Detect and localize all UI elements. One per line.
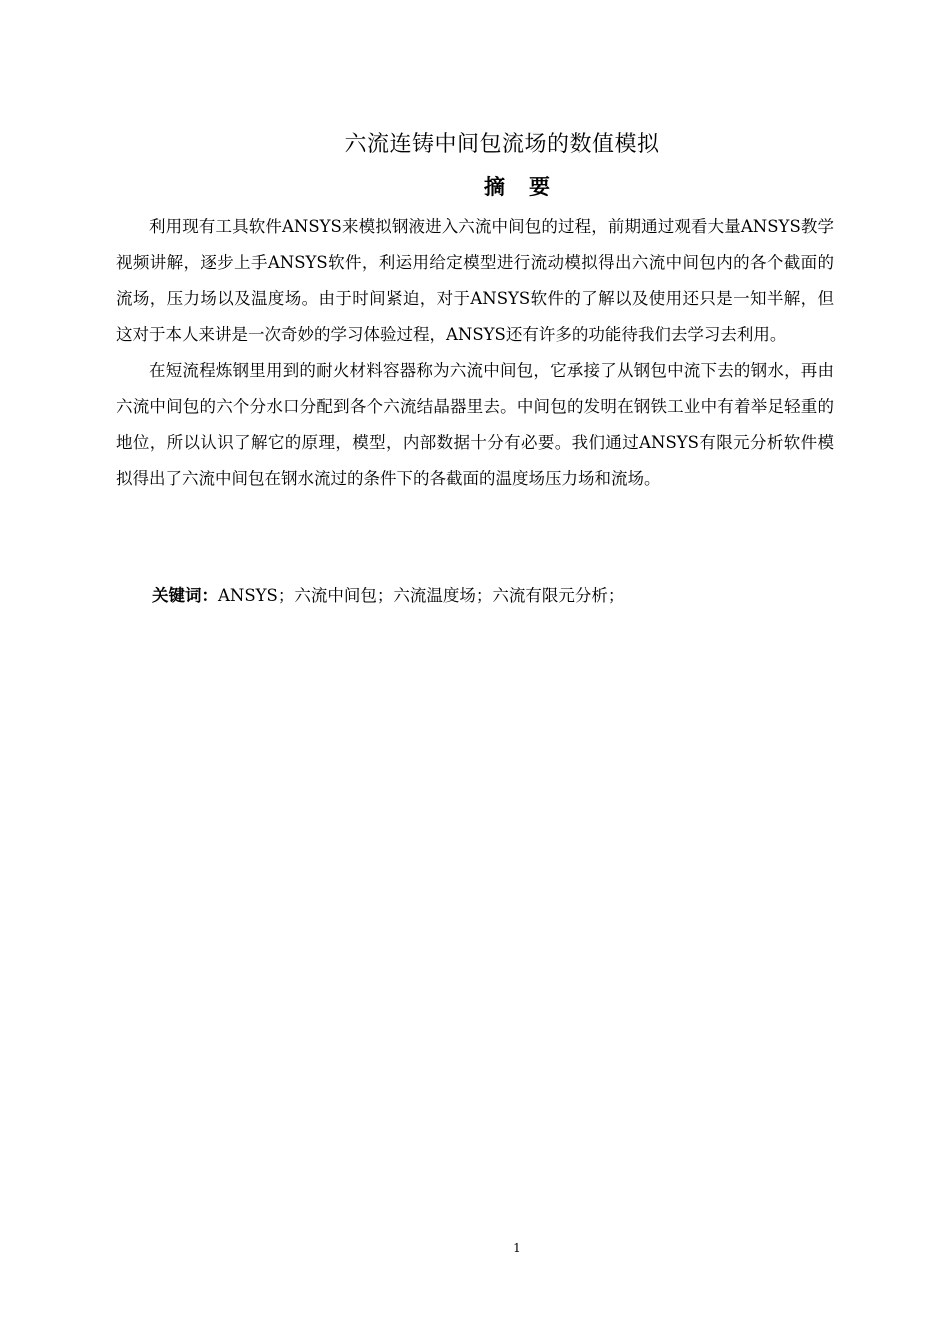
keywords-text: ANSYS；六流中间包；六流温度场；六流有限元分析； [218,586,625,605]
abstract-paragraph-1: 利用现有工具软件ANSYS来模拟钢液进入六流中间包的过程，前期通过观看大量ANSYS教学视频讲解，逐步上手ANSYS软件，利运用给定模型进行流动模拟得出六流中间包内的各个截面的流场，压力场以及温度场。由于时间紧迫，对于ANSYS软件的了解以及使用还只是一知半解，但这对于本人来讲是一次奇妙的学习体验过程，ANSYS还有许多的功能待我们去学习去利用。 [116,217,834,344]
document-title: 六流连铸中间包流场的数值模拟 [344,132,660,157]
page-number: 1 [513,1241,521,1255]
abstract-heading-char-2: 要 [529,175,550,199]
keywords-line [152,578,842,614]
keywords-label: 关键词： [152,586,218,605]
abstract-paragraph-2: 在短流程炼钢里用到的耐火材料容器称为六流中间包，它承接了从钢包中流下去的钢水，再由六流中间包的六个分水口分配到各个六流结晶器里去。中间包的发明在钢铁工业中有着举足轻重的地位，所以认识了解它的原理，模型，内部数据十分有必要。我们通过ANSYS有限元分析软件模拟得出了六流中间包在钢水流过的条件下的各截面的温度场压力场和流场。 [116,361,834,488]
abstract-heading-char-1: 摘 [484,175,505,199]
abstract-body [116,209,834,497]
abstract-heading [0,170,950,204]
